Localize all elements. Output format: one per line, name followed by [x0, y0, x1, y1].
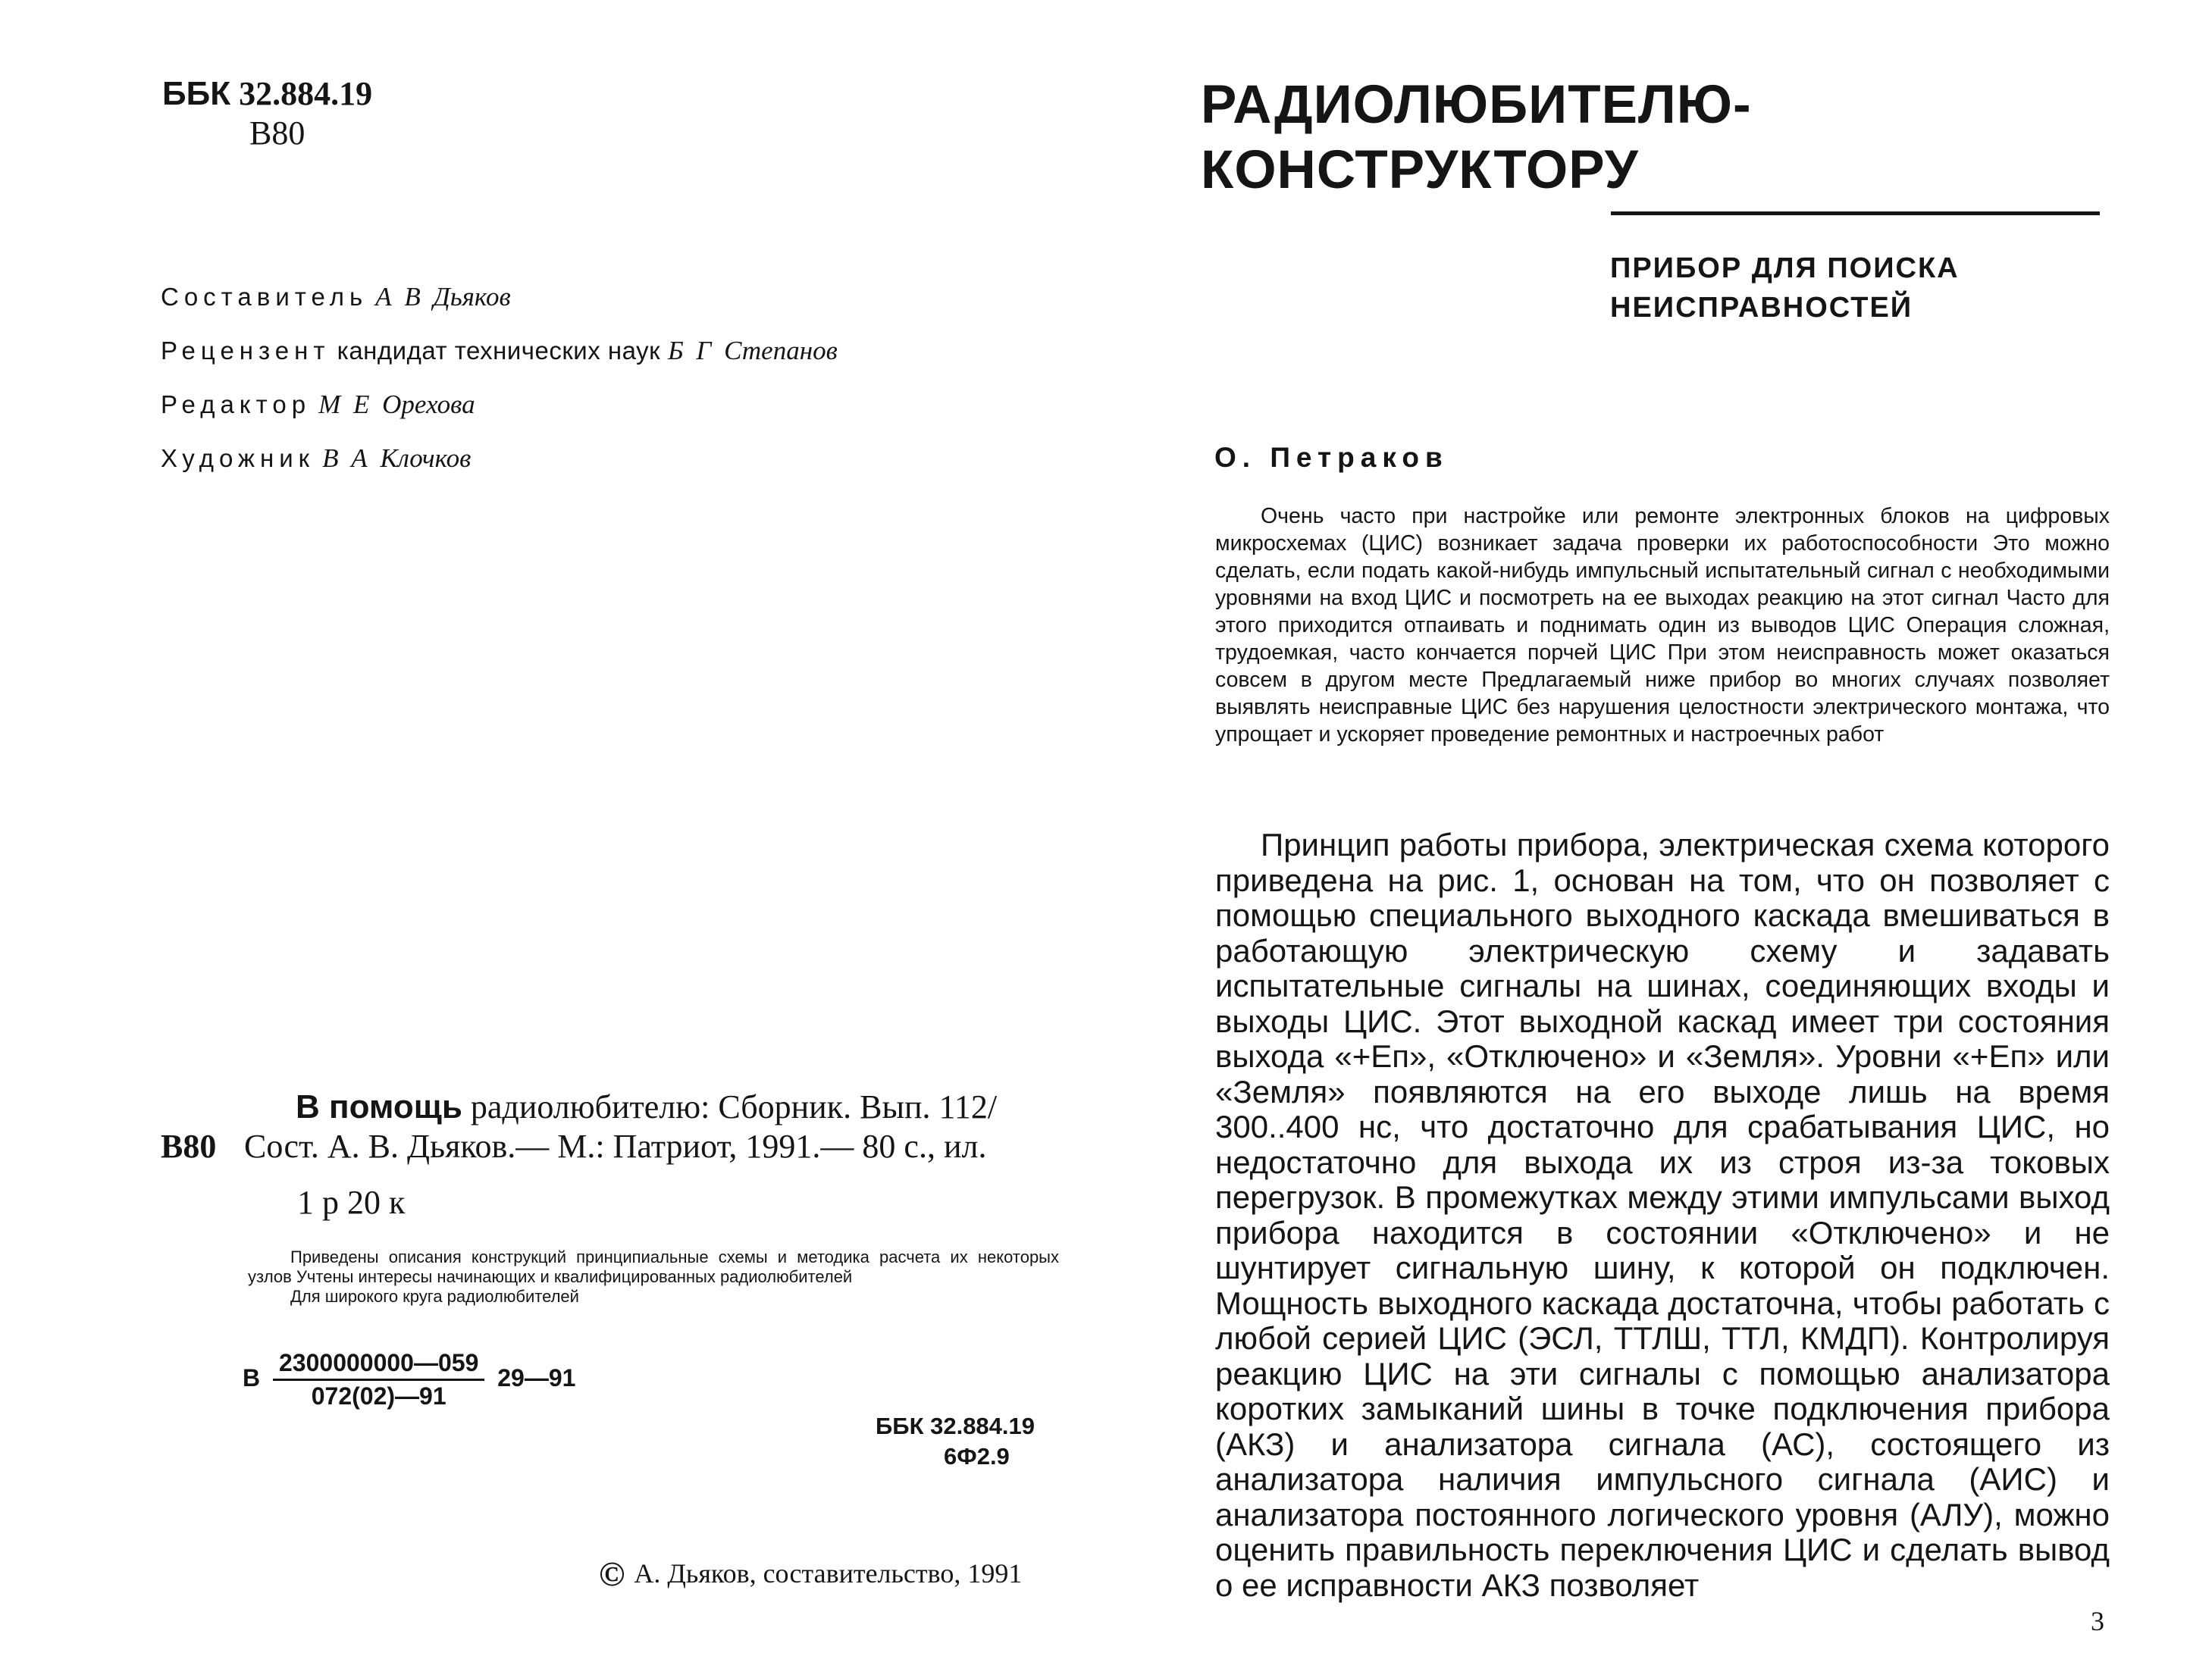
credit-role: Художник [161, 444, 315, 472]
bbk-bottom-line1: ББК 32.884.19 [876, 1413, 1036, 1439]
credit-person: Б Г Степанов [668, 336, 838, 365]
catalog-title-bold: В помощь [296, 1088, 462, 1125]
catalog-title-line [161, 1088, 1059, 1127]
abstract-text: Очень часто при настройке или ремонте электронных блоков на цифровых микросхемах (ЦИС) возникает задача проверки их работоспособности Это можно сделать, если подать какой-нибудь импульсный испытательный сигнал с необходимыми уровнями на вход ЦИС и посмотреть на ее выходах реакцию на этот сигнал Часто для этого приходится отпаивать и поднимать один из выводов ЦИС Операция сложная, трудоемкая, часто кончается порчей ЦИС При этом неисправность может оказаться совсем в другом месте Предлагаемый ниже прибор во многих случаях позволяет выявлять неисправные ЦИС без нарушения целостности электрического монтажа, что упрощает и ускоряет проведение ремонтных и настроечных работ [1215, 504, 2110, 747]
series-title [1201, 73, 1752, 203]
article-abstract [1215, 502, 2110, 748]
article-title-line2: НЕИСПРАВНОСТЕЙ [1610, 292, 1913, 324]
title-divider [1611, 211, 2100, 215]
credit-reviewer [161, 336, 838, 390]
annotation [248, 1247, 1059, 1307]
catalog-title-rest: радиолюбителю: Сборник. Вып. 112/ [462, 1088, 998, 1125]
series-title-line1: РАДИОЛЮБИТЕЛЮ- [1201, 75, 1752, 135]
credit-person: В А Клочков [322, 443, 472, 473]
classif-prefix: В [243, 1363, 261, 1391]
bbk-label: ББК [162, 75, 231, 112]
catalog-author-code: В80 [161, 1128, 217, 1165]
article-title [1610, 249, 1960, 327]
catalog-imprint-line [161, 1127, 1059, 1166]
annotation-text: Приведены описания конструкций принципиальные схемы и методика расчета их некоторых узлов Учтены интересы начинающих и квалифицированных радиолюбителей [248, 1247, 1059, 1286]
catalog-card [161, 1088, 1059, 1222]
catalog-price: 1 р 20 к [297, 1184, 406, 1221]
classif-denominator: 072(02)—91 [311, 1382, 446, 1410]
classif-fraction [273, 1349, 484, 1410]
credits-list [161, 282, 838, 497]
copyright-text: А. Дьяков, составительство, 1991 [634, 1558, 1023, 1589]
credit-person: М Е Орехова [318, 390, 475, 419]
credit-role: Составитель [161, 283, 368, 311]
article-body [1215, 828, 2110, 1603]
copyright-icon: © [599, 1554, 625, 1593]
bbk-bottom-line2: 6Ф2.9 [944, 1443, 1010, 1470]
classification-formula [243, 1349, 575, 1410]
credit-detail: кандидат технических наук [337, 337, 661, 365]
credit-person: А В Дьяков [375, 282, 511, 311]
credit-artist [161, 443, 838, 497]
credit-role: Рецензент [161, 337, 331, 365]
article-author: О. Петраков [1214, 442, 1449, 473]
annotation-audience: Для широкого круга радиолюбителей [290, 1287, 579, 1306]
body-paragraph: Принцип работы прибора, электрическая схема которого приведена на рис. 1, основан на том, что он позволяет с помощью специального выходного каскада вмешиваться в работающую электрическую схему и задавать испытательные сигналы на шинах, соединяющих входы и выходы ЦИС. Этот выходной каскад имеет три состояния выхода «+Eп», «Отключено» и «Земля». Уровни «+Eп» или «Земля» появляются на его выходе лишь на время 300..400 нс, что достаточно для срабатывания ЦИС, но недостаточно для выхода их из строя из-за токовых перегрузок. В промежутках между этими импульсами выход прибора находится в состоянии «Отключено» и не шунтирует сигнальную шину, к которой он подключен. Мощность выходного каскада достаточна, чтобы работать с любой серией ЦИС (ЭСЛ, ТТЛШ, ТТЛ, КМДП). Контролируя реакцию ЦИС на эти сигналы с помощью анализатора коротких замыканий шины в точке подключения прибора (АКЗ) и анализатора сигнала (АС), состоящего из анализатора наличия импульсного сигнала (АИС) и анализатора постоянного логического уровня (АЛУ), можно оценить правильность переключения ЦИС и сделать вывод о ее исправности АКЗ позволяет [1215, 827, 2110, 1603]
credit-role: Редактор [161, 390, 312, 418]
credit-editor [161, 390, 838, 443]
copyright-notice [599, 1554, 1022, 1594]
series-title-line2: КОНСТРУКТОРУ [1201, 140, 1639, 200]
author-index: В80 [249, 114, 305, 152]
classif-numerator: 2300000000—059 [273, 1349, 484, 1381]
bbk-index-bottom [876, 1411, 1057, 1472]
page-number: 3 [2091, 1606, 2104, 1636]
bbk-code: 32.884.19 [239, 75, 373, 112]
bbk-index-top [162, 74, 372, 153]
classif-suffix: 29—91 [497, 1363, 576, 1391]
article-title-line1: ПРИБОР ДЛЯ ПОИСКА [1610, 252, 1960, 284]
catalog-imprint: Сост. А. В. Дьяков.— М.: Патриот, 1991.— 80 с., ил. [244, 1128, 987, 1165]
credit-compiler [161, 282, 838, 336]
